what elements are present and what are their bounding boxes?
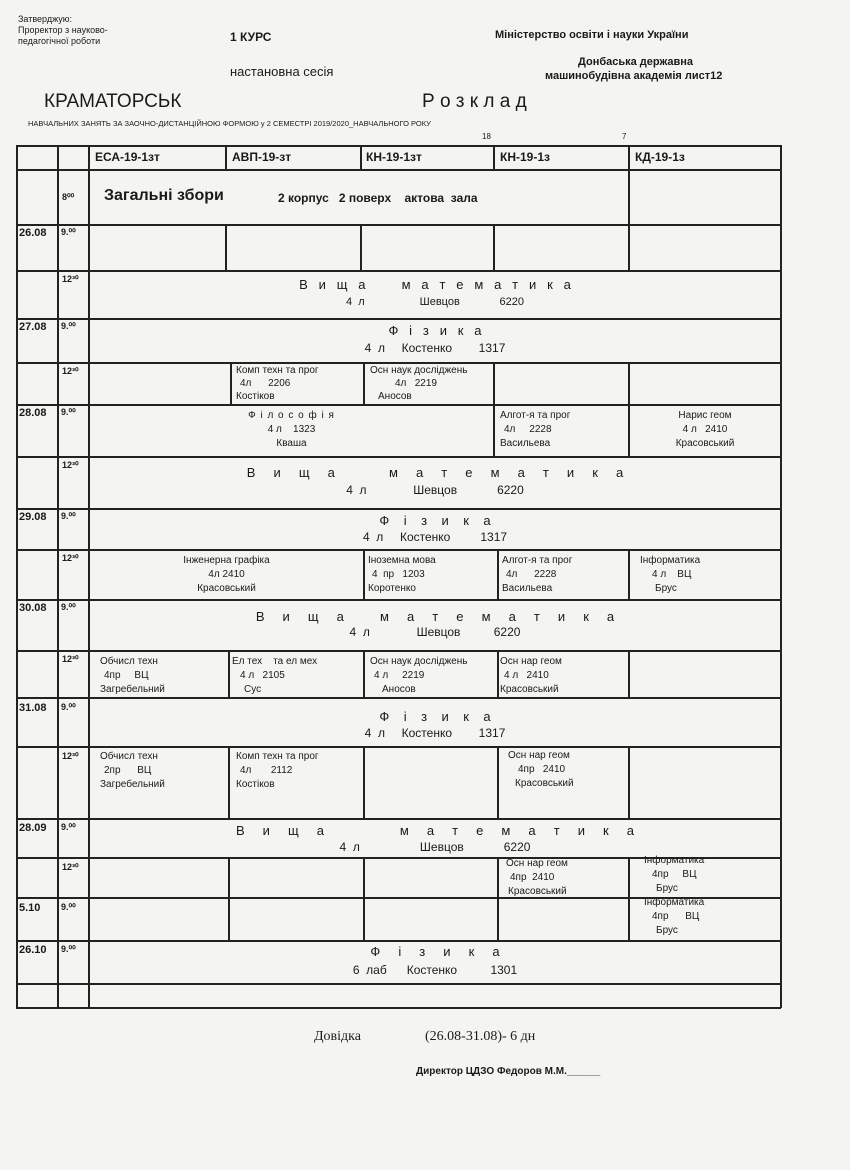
row-line [16,549,781,551]
col-line [363,549,365,599]
class-name: Інженерна графіка [183,555,270,566]
row-line [16,145,781,147]
class-name: Інформатика [644,855,705,866]
class-name: Осн нар геом [508,750,570,761]
row-line [16,1007,781,1009]
note-value: (26.08-31.08)- 6 дн [425,1029,536,1044]
col-line [228,746,230,818]
col-line [780,145,782,1008]
class-teacher: Коротенко [368,583,416,594]
class-teacher: Красовський [197,583,256,594]
class-name: Комп техн та прог [236,751,319,762]
row-line [16,362,781,364]
class-room: 4 пр 1203 [372,569,425,580]
row-line [16,456,781,458]
class-name: Обчисл техн [100,751,158,762]
subject-detail: 6 лаб Костенко 1301 [352,963,518,977]
document-subtitle: НАВЧАЛЬНИХ ЗАНЯТЬ ЗА ЗАОЧНО-ДИСТАНЦІЙНОЮ ФОРМОЮ у 2 СЕМЕСТРІ 2019/2020_НАВЧАЛЬНОГО РОКУ [28,119,431,128]
time-label: 9.⁰⁰ [61,227,76,237]
class-teacher: Аносов [382,684,416,695]
time-label: 8⁰⁰ [62,192,75,202]
row-line [16,983,781,985]
class-name: Ел тех та ел мех [232,656,318,667]
class-name: Осн наук досліджень [370,365,468,376]
class-teacher: Кваша [276,438,307,449]
group-header: ЕСА-19-1зт [95,150,160,164]
approval-line-1: Затверджую: [18,14,72,24]
row-line [16,318,781,320]
class-room: 4л 2410 [208,569,245,580]
date-label: 27.08 [19,321,47,333]
sheet-number-7: 7 [622,132,627,141]
class-room: 4 л 2410 [504,670,549,681]
time-label: 9.⁰⁰ [61,407,76,417]
col-line [628,746,630,818]
class-teacher: Красовський [515,778,574,789]
row-line [16,818,781,820]
class-room: 4 л ВЦ [652,569,692,580]
date-label: 29.08 [19,511,47,523]
class-teacher: Брус [655,583,677,594]
col-line [225,224,227,270]
row-line [16,697,781,699]
group-header: КД-19-1з [635,150,685,164]
class-teacher: Аносов [378,391,412,402]
class-room: 4 л 2105 [240,670,285,681]
date-label: 30.08 [19,602,47,614]
row-line [16,404,781,406]
class-name: Обчисл техн [100,656,158,667]
subject-title: Ф і з и к а [379,709,491,724]
subject-detail: 4 л Костенко 1317 [364,726,506,740]
class-teacher: Костіков [236,779,275,790]
class-teacher: Красовський [508,886,567,897]
subject-detail: 4 л Костенко 1317 [362,530,508,544]
time-label: 12³⁰ [62,654,79,664]
row-line [16,224,781,226]
class-name: Інформатика [644,897,705,908]
class-room: 4л 2219 [395,378,437,389]
note-label: Довідка [314,1029,361,1044]
time-label: 9.⁰⁰ [61,822,76,832]
row-line [16,508,781,510]
class-room: 4л 2112 [240,765,293,776]
subject-detail: 4 л Шевцов 6220 [349,625,521,639]
time-label: 12³⁰ [62,274,79,284]
row-line [16,940,781,942]
subject-detail: 4 л Шевцов 6220 [345,296,525,308]
general-meeting-place: 2 корпус 2 поверх актова зала [278,191,478,205]
class-teacher: Красовський [500,684,559,695]
date-label: 31.08 [19,702,47,714]
col-line [628,549,630,599]
class-teacher: Васильева [500,438,551,449]
col-line [628,169,630,224]
ministry-label: Міністерство освіти і науки України [495,29,689,41]
col-line [497,549,499,599]
class-room: 4пр ВЦ [104,670,149,681]
class-teacher: Загребельний [100,684,165,695]
class-name: Інформатика [640,555,701,566]
sheet-number-18: 18 [482,132,491,141]
time-label: 12³⁰ [62,553,79,563]
time-label: 9.⁰⁰ [61,944,76,954]
row-line [16,746,781,748]
time-label: 9.⁰⁰ [61,602,76,612]
col-line [363,857,365,940]
time-label: 12³⁰ [62,460,79,470]
document-title: Р о з к л а д [422,91,527,112]
subject-title: В и щ а м а т е м а т и к а [246,465,624,480]
academy-line-1: Донбаська державна [578,56,694,68]
row-line [16,270,781,272]
date-label: 28.08 [19,407,47,419]
subject-title: Ф і з и к а [370,944,500,959]
col-line [497,857,499,940]
class-name: Іноземна мова [368,555,436,566]
col-line [363,650,365,697]
time-label: 9.⁰⁰ [61,321,76,331]
general-meeting-title: Загальні збори [104,187,224,204]
time-label: 12³⁰ [62,366,79,376]
col-line [628,362,630,404]
class-room: 4л 2206 [240,378,291,389]
row-line [16,169,781,171]
class-name: Осн наук досліджень [370,656,468,667]
class-name: Комп техн та прог [236,365,319,376]
col-line [497,650,499,697]
col-line [363,362,365,404]
class-room: 4пр ВЦ [652,911,700,922]
subject-detail: 4 л Шевцов 6220 [346,483,524,497]
class-room: 4пр ВЦ [652,869,697,880]
class-name: Ф і л о с о ф і я [248,410,335,421]
subject-title: В и щ а м а т е м а т и к а [255,609,615,624]
col-line [493,224,495,270]
time-label: 12³⁰ [62,862,79,872]
class-room: 4л 2228 [506,569,557,580]
row-line [16,650,781,652]
class-teacher: Васильева [502,583,553,594]
date-label: 26.08 [19,227,47,239]
class-teacher: Красовський [675,438,735,449]
subject-title: В и щ а м а т е м а т и к а [235,823,635,838]
group-header: АВП-19-зт [232,150,292,164]
class-teacher: Брус [656,925,678,936]
class-room: 4пр 2410 [510,872,555,883]
class-room: 4 л 2410 [682,424,728,435]
date-label: 26.10 [19,944,47,956]
subject-title: В и щ а м а т е м а т и к а [299,277,571,292]
class-room: 4л 2228 [504,424,552,435]
col-line [360,145,362,169]
col-line [363,746,365,818]
class-name: Алгот-я та прог [502,555,573,566]
time-label: 9.⁰⁰ [61,902,76,912]
class-teacher: Загребельний [100,779,165,790]
subject-detail: 4 л Шевцов 6220 [339,840,531,854]
class-room: 4 л 2219 [374,670,425,681]
subject-detail: 4 л Костенко 1317 [364,341,506,355]
class-room: 2пр ВЦ [104,765,152,776]
approval-line-3: педагогічної роботи [18,36,101,46]
director-signature-line: Директор ЦДЗО Федоров М.М.______ [416,1066,601,1077]
class-teacher: Сус [244,684,262,695]
col-line [360,224,362,270]
date-label: 28.09 [19,822,47,834]
group-header: КН-19-1з [500,150,550,164]
col-line [225,145,227,169]
col-line [628,145,630,169]
col-line [228,650,230,697]
subject-title: Ф і з и к а [388,323,482,338]
subject-title: Ф і з и к а [379,513,491,528]
col-line [16,145,18,1008]
class-room: 4пр 2410 [518,764,566,775]
course-label: 1 КУРС [230,30,272,44]
col-line [497,746,499,818]
class-name: Нарис геом [678,410,732,421]
row-line [16,599,781,601]
time-label: 9.⁰⁰ [61,511,76,521]
group-header: КН-19-1зт [366,150,422,164]
col-line [57,145,59,1008]
col-line [493,362,495,404]
class-teacher: Брус [656,883,678,894]
col-line [628,650,630,697]
col-line [493,145,495,169]
session-label: настановна сесія [230,64,334,79]
class-teacher: Костіков [236,391,275,402]
approval-line-2: Проректор з науково- [18,25,108,35]
col-line [228,857,230,940]
col-line [628,224,630,270]
class-name: Алгот-я та прог [500,410,571,421]
time-label: 9.⁰⁰ [61,702,76,712]
academy-line-2: машинобудівна академія лист12 [545,70,723,82]
class-name: Осн нар геом [500,656,562,667]
city-label: КРАМАТОРСЬК [44,91,182,112]
class-name: Осн нар геом [506,858,568,869]
col-line [493,404,495,456]
col-line [628,857,630,940]
col-line [230,362,232,404]
class-room: 4 л 1323 [267,424,316,435]
time-label: 12³⁰ [62,751,79,761]
date-label: 5.10 [19,902,41,914]
